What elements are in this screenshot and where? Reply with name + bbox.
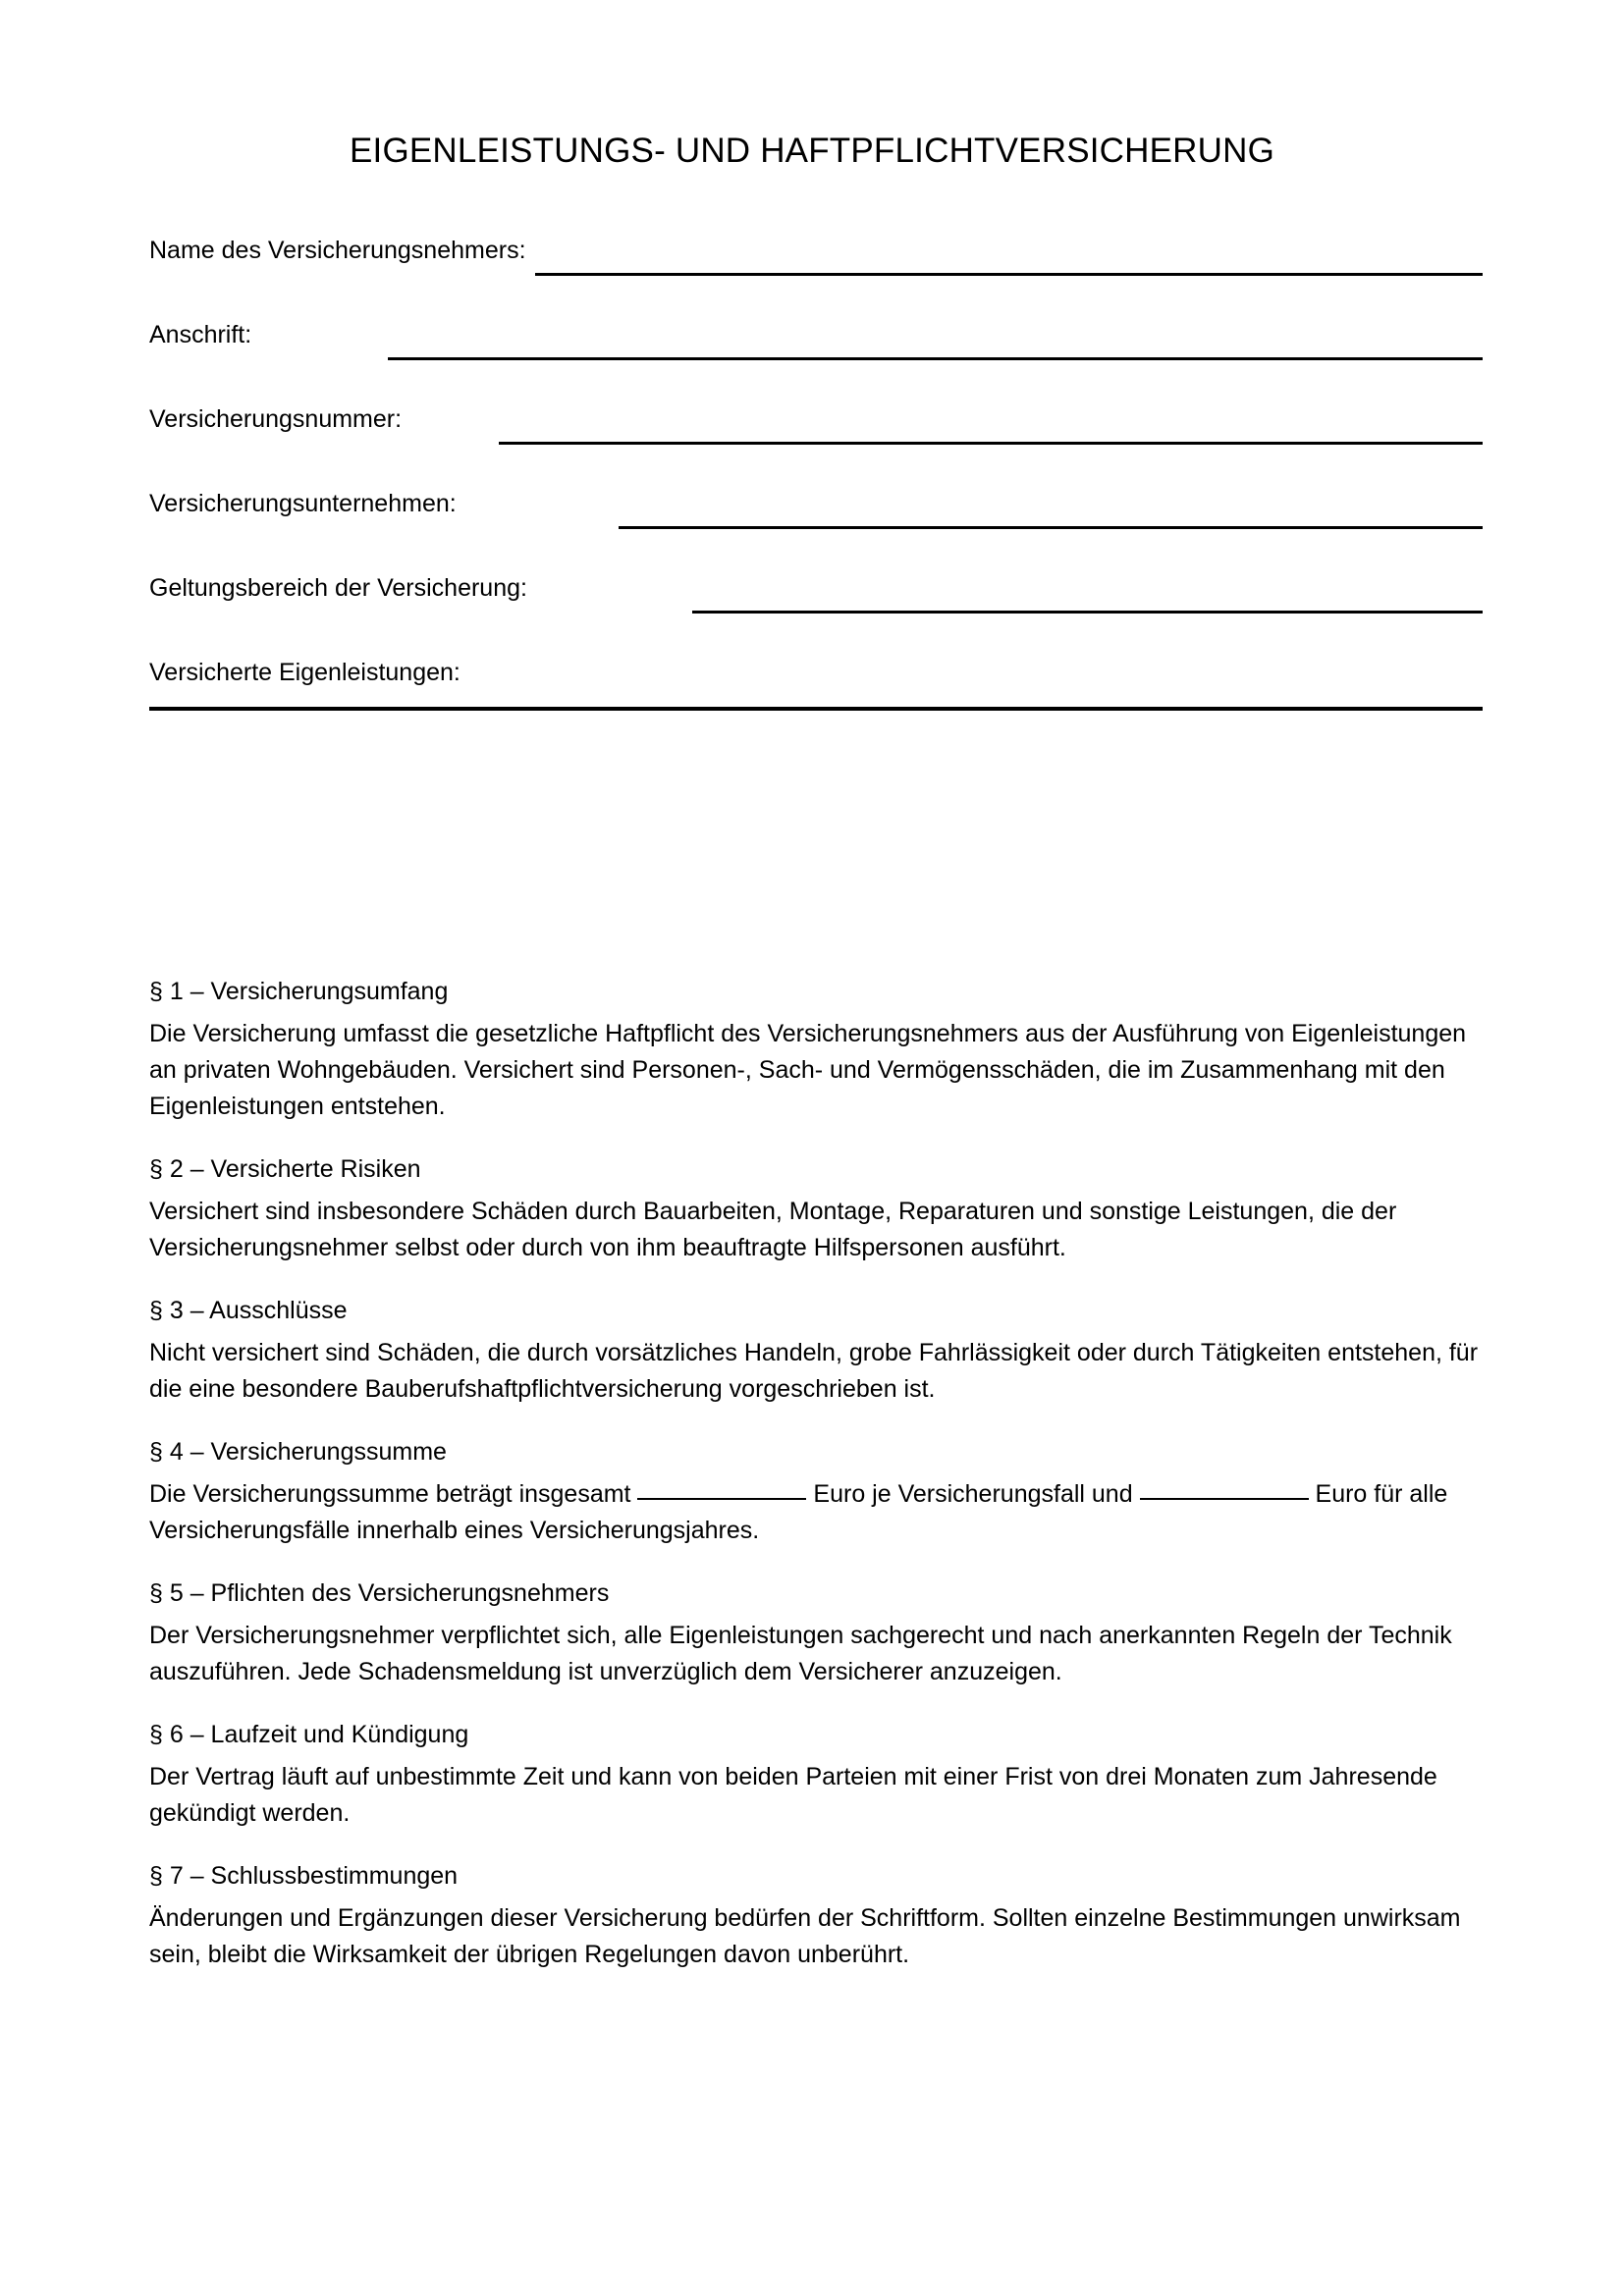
form-input-policy-number[interactable] bbox=[499, 442, 1483, 445]
form-row-address bbox=[149, 318, 1483, 402]
form-label-insurance-company: Versicherungsunternehmen: bbox=[149, 490, 457, 517]
section-4-text-part-3: Euro für alle Versicherungsfälle innerhalb eines Versicherungsjahres. bbox=[149, 1480, 1448, 1544]
section-6-heading: § 6 – Laufzeit und Kündigung bbox=[149, 1721, 469, 1748]
form-label-policy-number: Versicherungsnummer: bbox=[149, 405, 403, 433]
section-7-final-provisions bbox=[149, 1858, 1483, 1973]
section-4-text-part-1: Die Versicherungssumme beträgt insgesamt bbox=[149, 1480, 631, 1508]
section-4-text-part-2: Euro je Versicherungsfall und bbox=[813, 1480, 1133, 1508]
section-3-body: Nicht versichert sind Schäden, die durch vorsätzliches Handeln, grobe Fahrlässigkeit oder durch Tätigkeiten entstehen, für die eine besondere Bauberufshaftpflichtversicherung vorgeschrieben ist. bbox=[149, 1339, 1479, 1403]
section-1-body: Die Versicherung umfasst die gesetzliche Haftpflicht des Versicherungsnehmers aus der Ausführung von Eigenleistungen an privaten Wohngebäuden. Versichert sind Personen-, Sach- und Vermögensschäden, die im Zusammenhang mit den Eigenleistungen entstehen. bbox=[149, 1020, 1467, 1120]
form-input-insured-own-work[interactable] bbox=[149, 707, 1483, 711]
section-2-insured-risks bbox=[149, 1151, 1483, 1266]
section-7-heading: § 7 – Schlussbestimmungen bbox=[149, 1862, 459, 1890]
form-row-coverage-scope bbox=[149, 571, 1483, 656]
sum-insured-per-claim-blank[interactable] bbox=[637, 1479, 806, 1500]
section-5-body: Der Versicherungsnehmer verpflichtet sich, alle Eigenleistungen sachgerecht und nach anerkannten Regeln der Technik auszuführen. Jede Schadensmeldung ist unverzüglich dem Versicherer anzuzeigen. bbox=[149, 1622, 1452, 1685]
form-label-address: Anschrift: bbox=[149, 321, 252, 348]
form-input-coverage-scope[interactable] bbox=[692, 611, 1483, 614]
section-4-sum-insured bbox=[149, 1434, 1483, 1549]
section-5-policyholder-obligations bbox=[149, 1575, 1483, 1690]
page-title: EIGENLEISTUNGS- UND HAFTPFLICHTVERSICHERUNG bbox=[349, 132, 1275, 171]
sum-insured-per-year-blank[interactable] bbox=[1140, 1479, 1309, 1500]
section-3-exclusions bbox=[149, 1293, 1483, 1408]
section-2-body: Versichert sind insbesondere Schäden durch Bauarbeiten, Montage, Reparaturen und sonstige Leistungen, die der Versicherungsnehmer selbst oder durch von ihm beauftragte Hilfspersonen ausführt. bbox=[149, 1198, 1397, 1261]
terms-and-conditions bbox=[149, 974, 1483, 1973]
form-label-coverage-scope: Geltungsbereich der Versicherung: bbox=[149, 574, 527, 602]
section-4-body bbox=[149, 1476, 1483, 1549]
form-label-policyholder-name: Name des Versicherungsnehmers: bbox=[149, 237, 526, 264]
form-row-policy-number bbox=[149, 402, 1483, 487]
form-row-insured-own-work bbox=[149, 656, 1483, 740]
form-input-address[interactable] bbox=[388, 357, 1483, 360]
form-label-insured-own-work: Versicherte Eigenleistungen: bbox=[149, 659, 460, 686]
section-3-heading: § 3 – Ausschlüsse bbox=[149, 1297, 348, 1324]
form-row-insurance-company bbox=[149, 487, 1483, 571]
section-1-scope-of-insurance bbox=[149, 974, 1483, 1125]
section-6-body: Der Vertrag läuft auf unbestimmte Zeit und kann von beiden Parteien mit einer Frist von drei Monaten zum Jahresende gekündigt werden. bbox=[149, 1763, 1437, 1827]
section-2-heading: § 2 – Versicherte Risiken bbox=[149, 1155, 421, 1183]
section-4-heading: § 4 – Versicherungssumme bbox=[149, 1438, 447, 1466]
form-input-insurance-company[interactable] bbox=[619, 526, 1483, 529]
section-5-heading: § 5 – Pflichten des Versicherungsnehmers bbox=[149, 1579, 610, 1607]
section-6-term-and-termination bbox=[149, 1717, 1483, 1832]
policy-form-fields bbox=[149, 234, 1483, 740]
form-input-policyholder-name[interactable] bbox=[535, 273, 1483, 276]
section-1-heading: § 1 – Versicherungsumfang bbox=[149, 978, 449, 1005]
form-row-policyholder-name bbox=[149, 234, 1483, 318]
section-7-body: Änderungen und Ergänzungen dieser Versicherung bedürfen der Schriftform. Sollten einzelne Bestimmungen unwirksam sein, bleibt die Wirksamkeit der übrigen Regelungen davon unberührt. bbox=[149, 1904, 1461, 1968]
